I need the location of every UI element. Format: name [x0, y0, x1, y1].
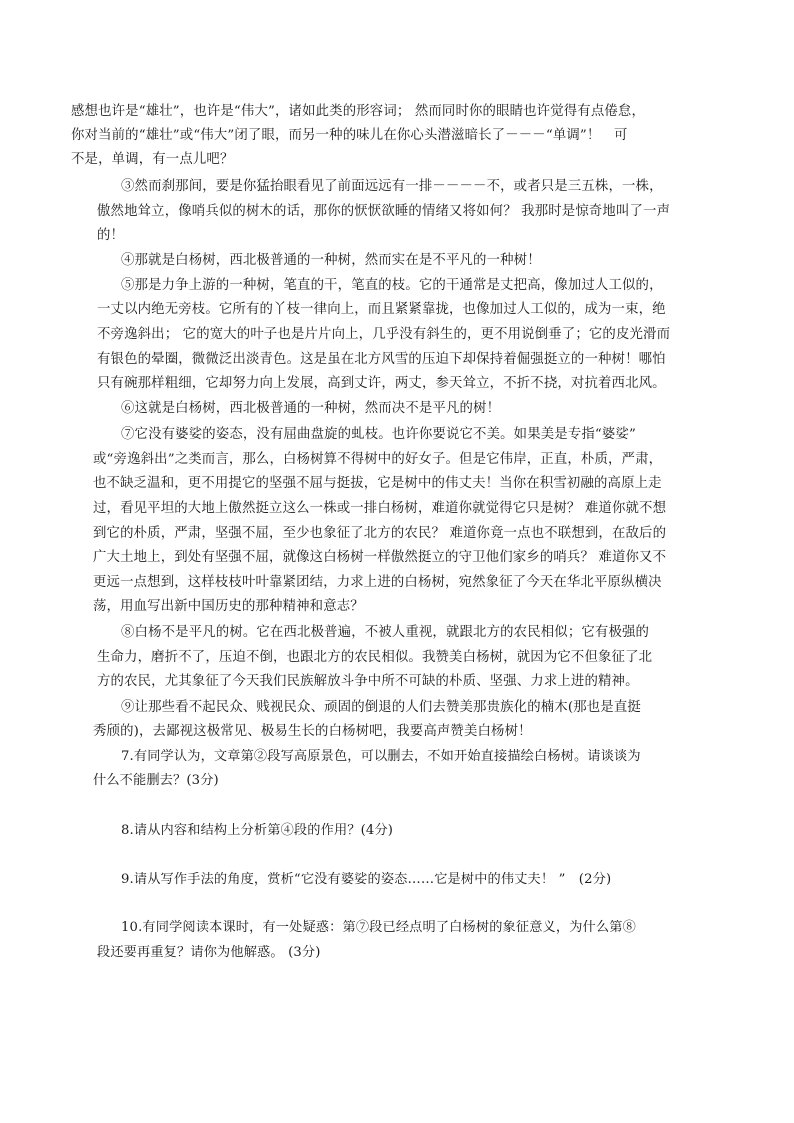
question-line: 7.有同学认为，文章第②段写高原景色，可以删去，不如开始直接描绘白杨树。请谈谈为	[121, 749, 641, 764]
paragraph-line: 广大土地上，到处有坚强不屈，就像这白杨树一样傲然挺立的守卫他们家乡的哨兵？ 难道你又不	[93, 550, 667, 565]
question-line: 10.有同学阅读本课时，有一处疑惑：第⑦段已经点明了白杨树的象征意义，为什么第⑧	[121, 920, 636, 935]
paragraph-line: 或“旁逸斜出”之类而言，那么，白杨树算不得树中的好女子。但是它伟岸，正直，朴质，严肃，	[93, 452, 663, 467]
paragraph-line: 不旁逸斜出； 它的宽大的叶子也是片片向上，几乎没有斜生的，更不用说倒垂了；它的皮光滑而	[97, 327, 671, 342]
paragraph-line: 过，看见平坦的大地上傲然挺立这么一株或一排白杨树，难道你就觉得它只是树？ 难道你就不想	[93, 501, 667, 516]
paragraph-line: 也不缺乏温和，更不用提它的坚强不屈与挺拔，它是树中的伟丈夫！当你在积雪初融的高原上走	[93, 476, 662, 491]
question-line: 9.请从写作手法的角度，赏析“它没有婆娑的姿态……它是树中的伟丈夫！ ” (2分)	[121, 872, 612, 887]
paragraph-line: 只有碗那样粗细，它却努力向上发展，高到丈许，两丈，参天耸立，不折不挠，对抗着西北风。	[97, 376, 666, 391]
paragraph-line: 的！	[97, 228, 125, 243]
question-line: 8.请从内容和结构上分析第④段的作用？(4分)	[121, 823, 394, 838]
question-line: 段还要再重复？请你为他解惑。 (3分)	[97, 945, 321, 960]
paragraph-line: 到它的朴质，严肃，坚强不屈，至少也象征了北方的农民？ 难道你竟一点也不联想到，在敌后的	[93, 526, 667, 541]
paragraph-line: ⑦它没有婆娑的姿态，没有屈曲盘旋的虬枝。也许你要说它不美。如果美是专指“婆娑”	[121, 427, 636, 442]
paragraph-line: ⑨让那些看不起民众、贱视民众、顽固的倒退的人们去赞美那贵族化的楠木(那也是直挺	[121, 700, 641, 715]
paragraph-line: 你对当前的“雄壮”或“伟大”闭了眼，而另一种的味儿在你心头潜滋暗长了－－－“单调”！ 可	[71, 128, 628, 143]
paragraph-line: 方的农民，尤其象征了今天我们民族解放斗争中所不可缺的朴质、坚强、力求上进的精神。	[97, 674, 639, 689]
paragraph-line: 一丈以内绝无旁枝。它所有的丫枝一律向上，而且紧紧靠拢，也像加过人工似的，成为一束，绝	[97, 302, 666, 317]
paragraph-line: 傲然地耸立，像哨兵似的树木的话，那你的恹恹欲睡的情绪又将如何？ 我那时是惊奇地叫了一声	[97, 204, 671, 219]
paragraph-line: 感想也许是“雄壮”，也许是“伟大”，诸如此类的形容词； 然而同时你的眼睛也许觉得有点倦怠，	[71, 104, 646, 119]
paragraph-line: ⑧白杨不是平凡的树。它在西北极普遍，不被人重视，就跟北方的农民相似；它有极强的	[121, 625, 650, 640]
paragraph-line: 更远一点想到，这样枝枝叶叶靠紧团结，力求上进的白杨树，宛然象征了今天在华北平原纵横决	[93, 575, 662, 590]
paragraph-line: ⑥这就是白杨树，西北极普通的一种树，然而决不是平凡的树！	[121, 401, 501, 416]
paragraph-line: 不是，单调，有一点儿吧？	[71, 152, 234, 167]
paragraph-line: ⑤那是力争上游的一种树，笔直的干，笔直的枝。它的干通常是丈把高，像加过人工似的，	[121, 278, 663, 293]
question-line: 什么不能删去？(3分)	[93, 773, 219, 788]
paragraph-line: 生命力，磨折不了，压迫不倒，也跟北方的农民相似。我赞美白杨树，就因为它不但象征了北	[97, 650, 653, 665]
paragraph-line: 有银色的晕圈，微微泛出淡青色。这是虽在北方风雪的压迫下却保持着倔强挺立的一种树！哪怕	[97, 352, 666, 367]
paragraph-line: ④那就是白杨树，西北极普通的一种树，然而实在是不平凡的一种树！	[121, 253, 541, 268]
paragraph-line: 秀颀的)，去鄙视这极常见、极易生长的白杨树吧，我要高声赞美白杨树！	[93, 724, 532, 739]
paragraph-line: 荡，用血写出新中国历史的那种精神和意志？	[93, 599, 364, 614]
paragraph-line: ③然而刹那间，要是你猛抬眼看见了前面远远有一排－－－－不，或者只是三五株，一株，	[121, 179, 663, 194]
